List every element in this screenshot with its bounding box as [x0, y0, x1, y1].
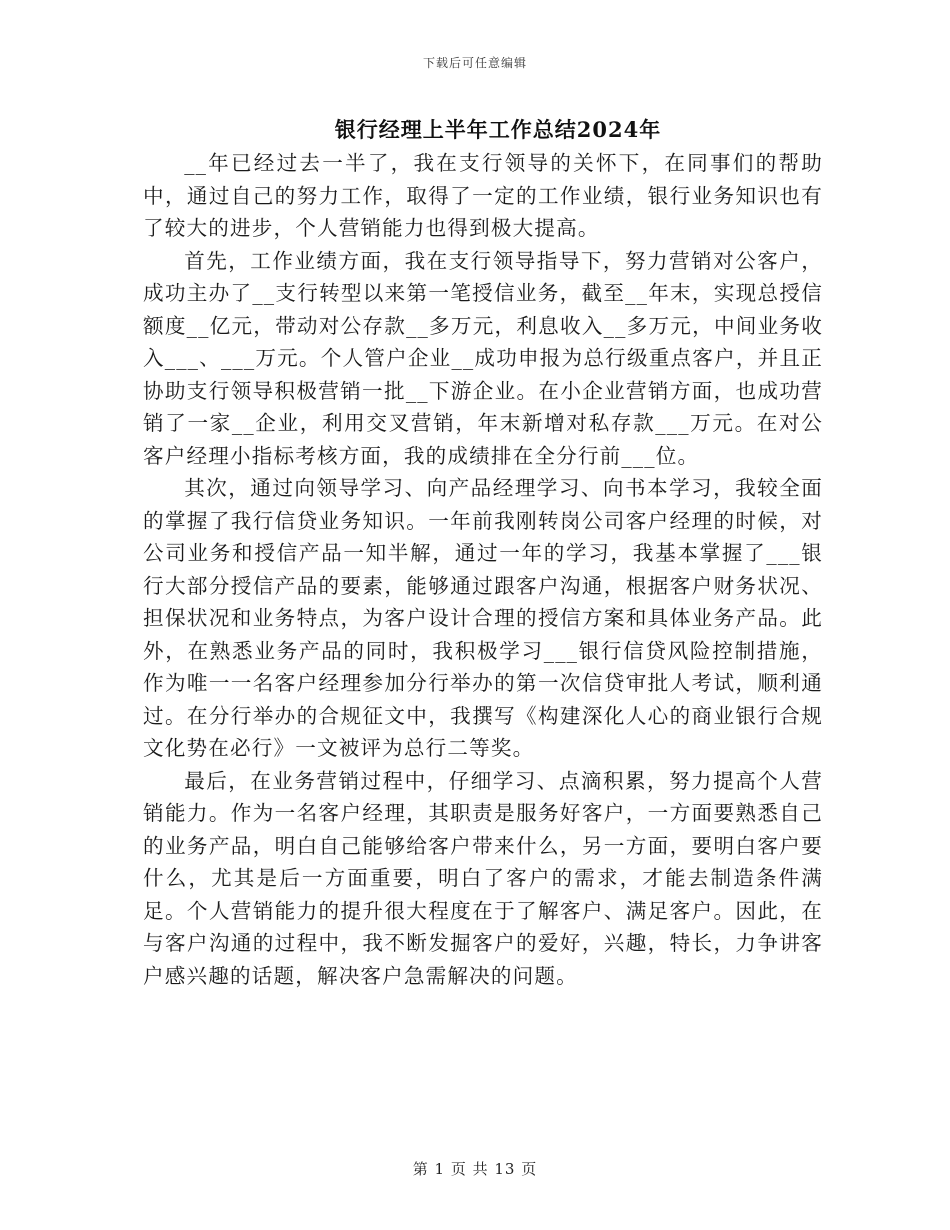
header-note: 下载后可任意编辑 — [422, 56, 527, 70]
paragraph-intro: __年已经过去一半了，我在支行领导的关怀下，在同事们的帮助中，通过自己的努力工作，取得了一定的工作业绩，银行业务知识也有了较大的进步，个人营销能力也得到极大提高。 — [143, 151, 823, 240]
paragraph-performance: 首先，工作业绩方面，我在支行领导指导下，努力营销对公客户，成功主办了__支行转型以来第一笔授信业务，截至__年末，实现总授信额度__亿元，带动对公存款__多万元，利息收入__多万元，中间业务收入___、___万元。个人管户企业__成功申报为总行级重点客户，并且正协助支行领导积极营销一批__下游企业。在小企业营销方面，也成功营销了一家__企业，利用交叉营销，年末新增对私存款___万元。在对公客户经理小指标考核方面，我的成绩排在全分行前___位。 — [143, 248, 823, 468]
document-body — [143, 147, 823, 992]
document-title: 银行经理上半年工作总结2024年 — [334, 117, 662, 142]
page-footer: 第 1 页 共 13 页 — [412, 1160, 538, 1178]
paragraph-marketing: 最后，在业务营销过程中，仔细学习、点滴积累，努力提高个人营销能力。作为一名客户经理，其职责是服务好客户，一方面要熟悉自己的业务产品，明白自己能够给客户带来什么，另一方面，要明白客户要什么，尤其是后一方面重要，明白了客户的需求，才能去制造条件满足。个人营销能力的提升很大程度在于了解客户、满足客户。因此，在与客户沟通的过程中，我不断发掘客户的爱好，兴趣，特长，力争讲客户感兴趣的话题，解决客户急需解决的问题。 — [143, 768, 823, 988]
paragraph-learning: 其次，通过向领导学习、向产品经理学习、向书本学习，我较全面的掌握了我行信贷业务知识。一年前我刚转岗公司客户经理的时候，对公司业务和授信产品一知半解，通过一年的学习，我基本掌握了___银行大部分授信产品的要素，能够通过跟客户沟通，根据客户财务状况、担保状况和业务特点，为客户设计合理的授信方案和具体业务产品。此外，在熟悉业务产品的同时，我积极学习___银行信贷风险控制措施，作为唯一一名客户经理参加分行举办的第一次信贷审批人考试，顺利通过。在分行举办的合规征文中，我撰写《构建深化人心的商业银行合规文化势在必行》一文被评为总行二等奖。 — [143, 476, 823, 760]
